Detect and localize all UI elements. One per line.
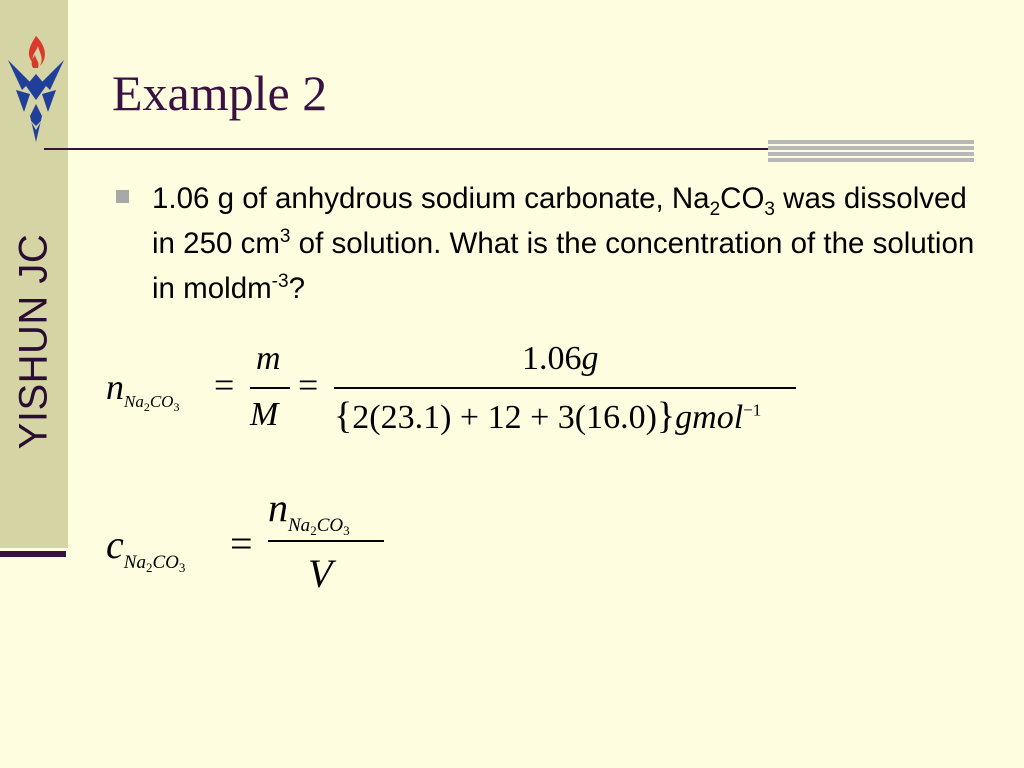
eq2-numerator	[268, 484, 350, 538]
bullet-square-icon	[116, 190, 129, 203]
question-text-2: CO	[720, 182, 765, 215]
eq2-lhs-symbol: c	[106, 522, 124, 567]
eq2-denominator: V	[308, 551, 333, 596]
eq1-lhs-symbol: n	[106, 367, 124, 407]
eq1-equals-2: =	[298, 365, 319, 405]
question-text-5: ?	[288, 272, 305, 305]
eq1-frac2-den-expr: 2(23.1) + 12 + 3(16.0)	[352, 399, 657, 436]
question-text-1: 1.06 g of anhydrous sodium carbonate, Na	[152, 182, 710, 215]
eq1-frac2-numerator	[522, 340, 599, 378]
eq2-num-symbol: n	[268, 485, 288, 530]
eq2-lhs-subscript	[124, 552, 186, 573]
eq1-frac2-num-value: 1.06	[522, 340, 582, 377]
flame-emblem-icon	[0, 30, 72, 150]
eq2-frac-line	[268, 540, 384, 542]
title-rule-line	[44, 148, 774, 150]
title-rule-block	[768, 140, 974, 162]
question-sup-3: 3	[279, 226, 291, 248]
eq1-sub-na: Na	[124, 392, 144, 411]
eq2-sub-3: 3	[178, 560, 186, 575]
slide-title: Example 2	[112, 65, 328, 121]
eq2-num-subscript	[288, 515, 350, 536]
eq1-frac1-denominator: M	[250, 396, 279, 433]
eq1-frac2-denominator: {2(23.1) + 12 + 3(16.0)}gmol$^{-1}$	[334, 395, 762, 437]
eq1-sub-2: 2	[143, 400, 150, 414]
eq1-frac1-line	[250, 387, 290, 389]
eq2-sub-2: 2	[145, 560, 153, 575]
eq2-sub-na: Na	[123, 552, 146, 573]
eq1-sub-co: CO	[149, 392, 174, 411]
eq2-num-sub-na: Na	[288, 515, 311, 536]
eq2-num-sub-2: 2	[310, 523, 317, 538]
eq1-frac2-den-unit: gmol	[675, 399, 744, 436]
eq2-equals: =	[230, 521, 253, 566]
eq2-num-sub-co: CO	[316, 515, 344, 536]
question-sup-4: -3	[271, 271, 289, 293]
eq1-frac2-num-unit: g	[581, 340, 599, 377]
eq1-frac2-den-exp: −1	[743, 400, 762, 420]
question-text-4: of solution. What is the concentration of the solution in moldm	[152, 227, 975, 305]
eq1-frac1-numerator: m	[256, 340, 281, 377]
eq2-num-sub-3: 3	[343, 523, 350, 538]
sidebar-bottom-bar	[0, 551, 66, 557]
eq1-equals-1: =	[214, 365, 235, 405]
question-sub-1: 2	[709, 198, 721, 220]
eq2-sub-co: CO	[152, 552, 179, 573]
sidebar-vertical-label: YISHUN JC	[11, 233, 56, 449]
eq1-frac2-line	[334, 387, 796, 389]
question-sub-2: 3	[764, 198, 775, 220]
eq1-sub-3: 3	[173, 400, 180, 414]
question-text-3: was dissolved in 250 cm	[152, 182, 967, 260]
sidebar-vertical-label-wrap	[0, 210, 68, 472]
question-bullet	[152, 176, 982, 311]
eq1-lhs-subscript	[124, 392, 180, 414]
